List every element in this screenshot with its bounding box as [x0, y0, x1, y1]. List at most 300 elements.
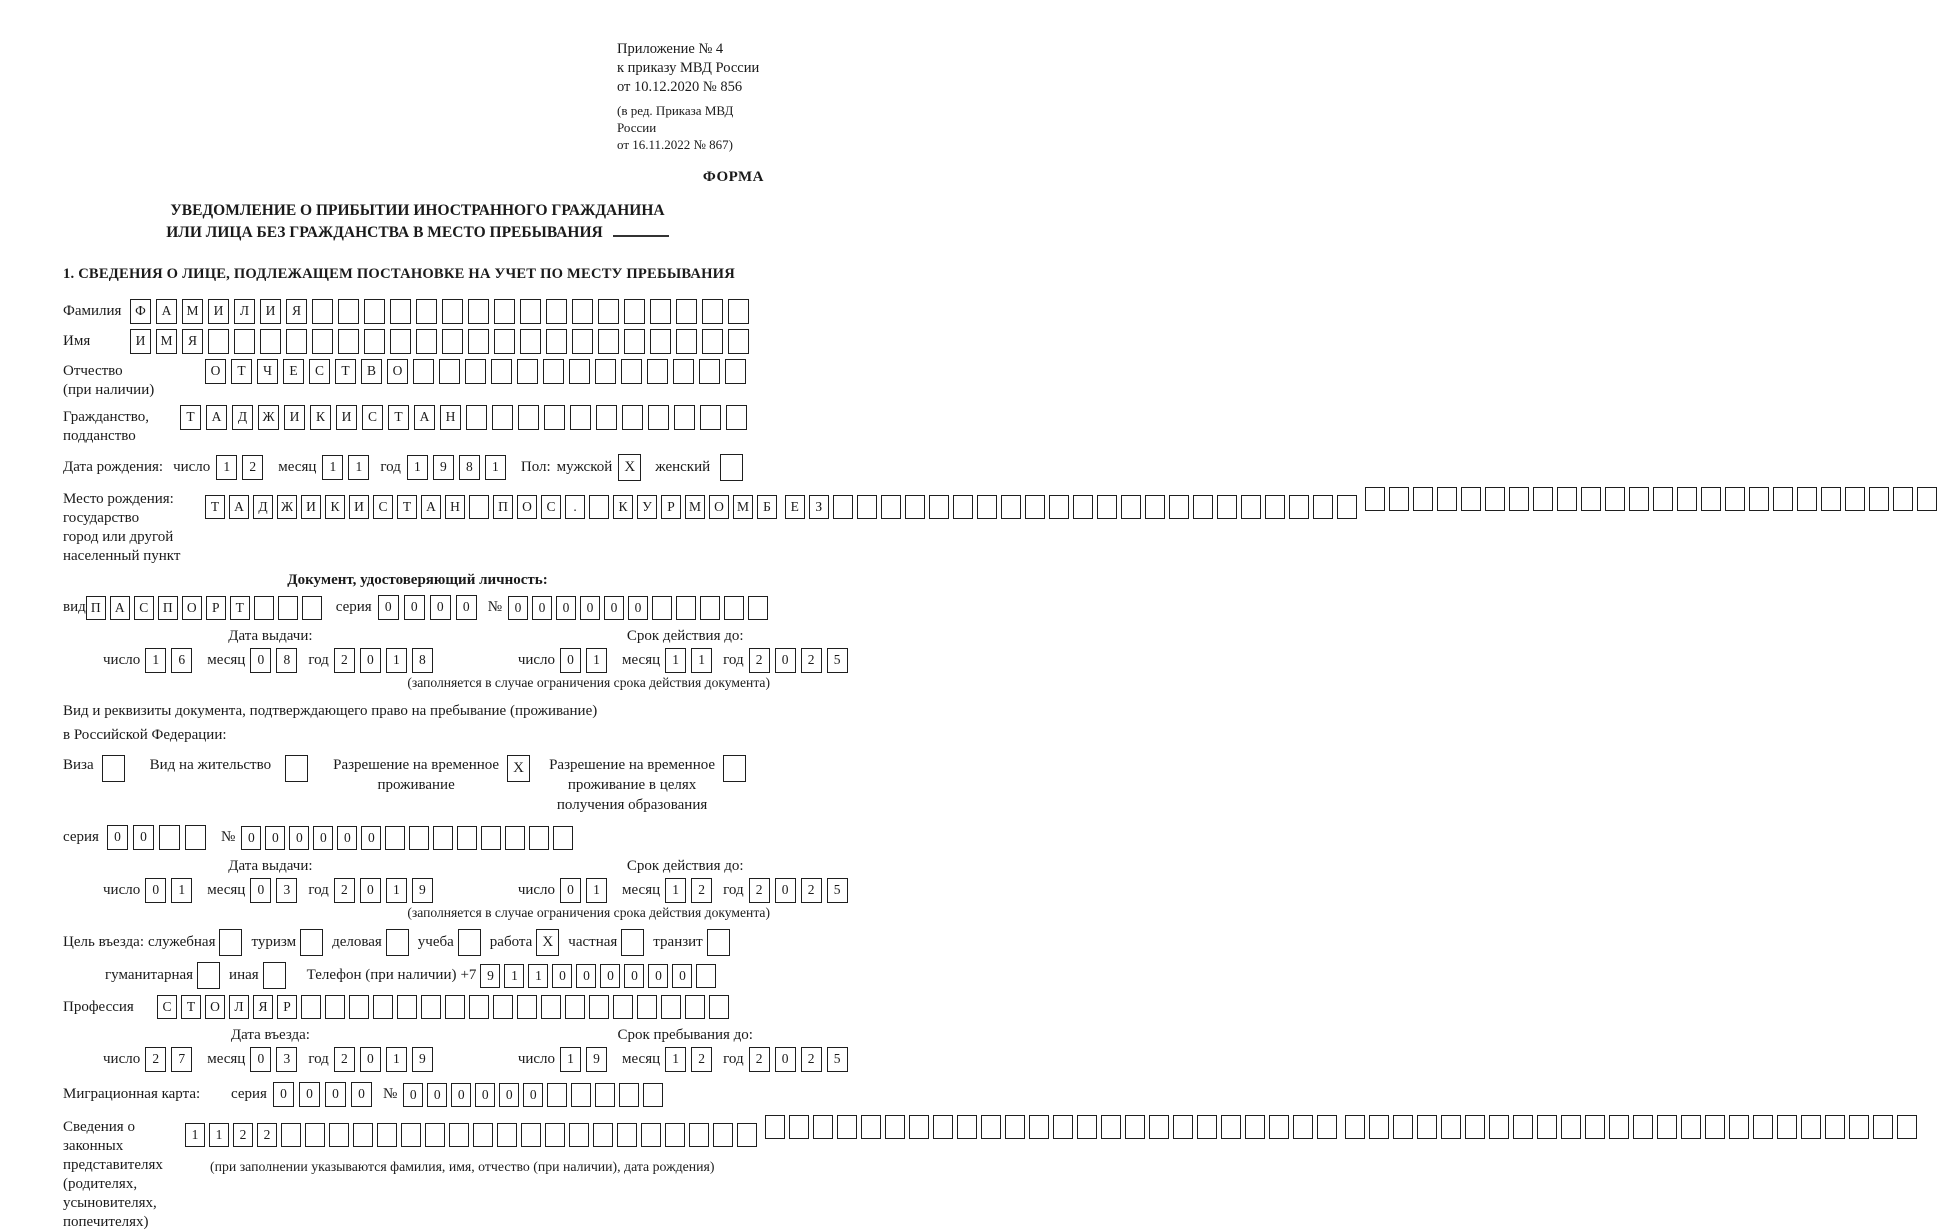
char-box[interactable]: 1: [322, 455, 343, 480]
char-box[interactable]: 2: [257, 1123, 277, 1147]
char-box[interactable]: [286, 329, 307, 354]
char-box[interactable]: 9: [412, 878, 433, 903]
char-box[interactable]: Б: [757, 495, 777, 519]
char-box[interactable]: [1293, 1115, 1313, 1139]
char-box[interactable]: [390, 299, 411, 324]
char-box[interactable]: [547, 1083, 567, 1107]
char-box[interactable]: Е: [785, 495, 805, 519]
char-box[interactable]: [572, 329, 593, 354]
char-box[interactable]: [1825, 1115, 1845, 1139]
char-box[interactable]: 0: [556, 596, 576, 620]
char-box[interactable]: [647, 359, 668, 384]
char-box[interactable]: 0: [775, 1047, 796, 1072]
char-box[interactable]: [466, 405, 487, 430]
char-box[interactable]: К: [325, 495, 345, 519]
char-box[interactable]: [881, 495, 901, 519]
char-box[interactable]: [1585, 1115, 1605, 1139]
char-box[interactable]: [953, 495, 973, 519]
char-box[interactable]: [789, 1115, 809, 1139]
char-box[interactable]: [385, 826, 405, 850]
char-box[interactable]: [1313, 495, 1333, 519]
char-box[interactable]: [885, 1115, 905, 1139]
char-box[interactable]: 2: [691, 878, 712, 903]
char-box[interactable]: [312, 329, 333, 354]
char-box[interactable]: [546, 329, 567, 354]
char-box[interactable]: [281, 1123, 301, 1147]
char-box[interactable]: 5: [827, 1047, 848, 1072]
char-box[interactable]: 1: [209, 1123, 229, 1147]
char-box[interactable]: [1485, 487, 1505, 511]
char-box[interactable]: 1: [665, 648, 686, 673]
char-box[interactable]: Л: [229, 995, 249, 1019]
char-box[interactable]: [977, 495, 997, 519]
char-box[interactable]: [1893, 487, 1913, 511]
char-box[interactable]: С: [373, 495, 393, 519]
char-box[interactable]: [1221, 1115, 1241, 1139]
char-box[interactable]: [541, 995, 561, 1019]
char-box[interactable]: [1465, 1115, 1485, 1139]
char-box[interactable]: 6: [171, 648, 192, 673]
char-box[interactable]: 0: [624, 964, 644, 988]
char-box[interactable]: 0: [360, 878, 381, 903]
char-box[interactable]: [465, 359, 486, 384]
char-box[interactable]: 0: [576, 964, 596, 988]
char-box[interactable]: [421, 995, 441, 1019]
char-box[interactable]: [364, 299, 385, 324]
char-box[interactable]: [302, 596, 322, 620]
char-box[interactable]: [1849, 1115, 1869, 1139]
char-box[interactable]: [469, 495, 489, 519]
char-box[interactable]: [159, 825, 180, 850]
char-box[interactable]: [329, 1123, 349, 1147]
char-box[interactable]: П: [493, 495, 513, 519]
char-box[interactable]: [1513, 1115, 1533, 1139]
char-box[interactable]: [325, 995, 345, 1019]
char-box[interactable]: [617, 1123, 637, 1147]
char-box[interactable]: 9: [433, 455, 454, 480]
char-box[interactable]: [1557, 487, 1577, 511]
char-box[interactable]: [1561, 1115, 1581, 1139]
char-box[interactable]: [726, 405, 747, 430]
char-box[interactable]: 7: [171, 1047, 192, 1072]
char-box[interactable]: К: [310, 405, 331, 430]
purpose-transit-checkbox[interactable]: [707, 929, 730, 956]
char-box[interactable]: [433, 826, 453, 850]
char-box[interactable]: [1245, 1115, 1265, 1139]
char-box[interactable]: 0: [250, 878, 271, 903]
char-box[interactable]: [390, 329, 411, 354]
char-box[interactable]: [1413, 487, 1433, 511]
char-box[interactable]: [445, 995, 465, 1019]
char-box[interactable]: [449, 1123, 469, 1147]
char-box[interactable]: [1773, 487, 1793, 511]
char-box[interactable]: [837, 1115, 857, 1139]
char-box[interactable]: [1777, 1115, 1797, 1139]
char-box[interactable]: 0: [289, 826, 309, 850]
purpose-other-checkbox[interactable]: [263, 962, 286, 989]
char-box[interactable]: [518, 405, 539, 430]
char-box[interactable]: 9: [480, 964, 500, 988]
char-box[interactable]: [619, 1083, 639, 1107]
char-box[interactable]: [1821, 487, 1841, 511]
char-box[interactable]: И: [284, 405, 305, 430]
char-box[interactable]: [397, 995, 417, 1019]
char-box[interactable]: [674, 405, 695, 430]
char-box[interactable]: [1337, 495, 1357, 519]
char-box[interactable]: О: [205, 359, 226, 384]
char-box[interactable]: И: [349, 495, 369, 519]
char-box[interactable]: 1: [386, 878, 407, 903]
char-box[interactable]: [1533, 487, 1553, 511]
char-box[interactable]: [641, 1123, 661, 1147]
char-box[interactable]: 2: [334, 1047, 355, 1072]
char-box[interactable]: [312, 299, 333, 324]
temp-residence-checkbox[interactable]: X: [507, 755, 530, 782]
char-box[interactable]: 0: [250, 1047, 271, 1072]
char-box[interactable]: [517, 995, 537, 1019]
char-box[interactable]: М: [733, 495, 753, 519]
char-box[interactable]: [624, 329, 645, 354]
char-box[interactable]: [1029, 1115, 1049, 1139]
char-box[interactable]: [728, 299, 749, 324]
char-box[interactable]: [468, 329, 489, 354]
char-box[interactable]: Ч: [257, 359, 278, 384]
char-box[interactable]: [724, 596, 744, 620]
char-box[interactable]: [1753, 1115, 1773, 1139]
char-box[interactable]: 0: [360, 1047, 381, 1072]
char-box[interactable]: [1369, 1115, 1389, 1139]
char-box[interactable]: Т: [205, 495, 225, 519]
purpose-tourism-checkbox[interactable]: [300, 929, 323, 956]
char-box[interactable]: [650, 299, 671, 324]
char-box[interactable]: 1: [185, 1123, 205, 1147]
char-box[interactable]: 2: [801, 648, 822, 673]
char-box[interactable]: [1705, 1115, 1725, 1139]
char-box[interactable]: [1629, 487, 1649, 511]
char-box[interactable]: [1653, 487, 1673, 511]
char-box[interactable]: [676, 596, 696, 620]
char-box[interactable]: [481, 826, 501, 850]
char-box[interactable]: [260, 329, 281, 354]
char-box[interactable]: [709, 995, 729, 1019]
char-box[interactable]: 0: [337, 826, 357, 850]
char-box[interactable]: [1145, 495, 1165, 519]
char-box[interactable]: [1005, 1115, 1025, 1139]
char-box[interactable]: 1: [407, 455, 428, 480]
char-box[interactable]: 1: [560, 1047, 581, 1072]
char-box[interactable]: [676, 299, 697, 324]
char-box[interactable]: [468, 299, 489, 324]
char-box[interactable]: [589, 995, 609, 1019]
char-box[interactable]: 0: [451, 1083, 471, 1107]
char-box[interactable]: С: [541, 495, 561, 519]
char-box[interactable]: [544, 405, 565, 430]
char-box[interactable]: [748, 596, 768, 620]
char-box[interactable]: [624, 299, 645, 324]
char-box[interactable]: [364, 329, 385, 354]
char-box[interactable]: С: [157, 995, 177, 1019]
char-box[interactable]: С: [134, 596, 154, 620]
char-box[interactable]: [546, 299, 567, 324]
char-box[interactable]: [696, 964, 716, 988]
char-box[interactable]: 0: [325, 1082, 346, 1107]
char-box[interactable]: 1: [386, 648, 407, 673]
char-box[interactable]: 0: [628, 596, 648, 620]
char-box[interactable]: 0: [499, 1083, 519, 1107]
char-box[interactable]: 2: [242, 455, 263, 480]
char-box[interactable]: [497, 1123, 517, 1147]
char-box[interactable]: 9: [412, 1047, 433, 1072]
char-box[interactable]: [473, 1123, 493, 1147]
char-box[interactable]: [598, 299, 619, 324]
char-box[interactable]: У: [637, 495, 657, 519]
char-box[interactable]: 1: [485, 455, 506, 480]
char-box[interactable]: [1873, 1115, 1893, 1139]
char-box[interactable]: [665, 1123, 685, 1147]
char-box[interactable]: [409, 826, 429, 850]
char-box[interactable]: А: [414, 405, 435, 430]
char-box[interactable]: [699, 359, 720, 384]
char-box[interactable]: 0: [604, 596, 624, 620]
char-box[interactable]: 5: [827, 648, 848, 673]
char-box[interactable]: С: [362, 405, 383, 430]
char-box[interactable]: [1729, 1115, 1749, 1139]
char-box[interactable]: Т: [231, 359, 252, 384]
char-box[interactable]: [1461, 487, 1481, 511]
char-box[interactable]: 8: [276, 648, 297, 673]
char-box[interactable]: [442, 299, 463, 324]
char-box[interactable]: [857, 495, 877, 519]
char-box[interactable]: Т: [335, 359, 356, 384]
char-box[interactable]: 2: [334, 648, 355, 673]
char-box[interactable]: [1289, 495, 1309, 519]
char-box[interactable]: [765, 1115, 785, 1139]
char-box[interactable]: [521, 1123, 541, 1147]
char-box[interactable]: 0: [241, 826, 261, 850]
char-box[interactable]: [1073, 495, 1093, 519]
char-box[interactable]: [621, 359, 642, 384]
char-box[interactable]: [1053, 1115, 1073, 1139]
char-box[interactable]: 0: [430, 595, 451, 620]
char-box[interactable]: [1077, 1115, 1097, 1139]
char-box[interactable]: 2: [749, 1047, 770, 1072]
char-box[interactable]: Р: [277, 995, 297, 1019]
char-box[interactable]: [1193, 495, 1213, 519]
char-box[interactable]: П: [158, 596, 178, 620]
char-box[interactable]: Н: [445, 495, 465, 519]
char-box[interactable]: 8: [412, 648, 433, 673]
char-box[interactable]: [685, 995, 705, 1019]
char-box[interactable]: [1265, 495, 1285, 519]
char-box[interactable]: [353, 1123, 373, 1147]
char-box[interactable]: 2: [334, 878, 355, 903]
char-box[interactable]: [529, 826, 549, 850]
char-box[interactable]: [1537, 1115, 1557, 1139]
char-box[interactable]: [1437, 487, 1457, 511]
char-box[interactable]: 0: [600, 964, 620, 988]
char-box[interactable]: [494, 329, 515, 354]
char-box[interactable]: [1149, 1115, 1169, 1139]
char-box[interactable]: 1: [145, 648, 166, 673]
char-box[interactable]: 0: [145, 878, 166, 903]
char-box[interactable]: [929, 495, 949, 519]
char-box[interactable]: 2: [233, 1123, 253, 1147]
char-box[interactable]: [569, 1123, 589, 1147]
char-box[interactable]: 1: [504, 964, 524, 988]
char-box[interactable]: [208, 329, 229, 354]
char-box[interactable]: [349, 995, 369, 1019]
char-box[interactable]: [700, 596, 720, 620]
char-box[interactable]: 0: [475, 1083, 495, 1107]
char-box[interactable]: [1269, 1115, 1289, 1139]
char-box[interactable]: 0: [273, 1082, 294, 1107]
char-box[interactable]: 1: [171, 878, 192, 903]
char-box[interactable]: 2: [801, 1047, 822, 1072]
char-box[interactable]: [637, 995, 657, 1019]
char-box[interactable]: 0: [378, 595, 399, 620]
char-box[interactable]: [981, 1115, 1001, 1139]
char-box[interactable]: [570, 405, 591, 430]
char-box[interactable]: [725, 359, 746, 384]
char-box[interactable]: [1489, 1115, 1509, 1139]
char-box[interactable]: М: [182, 299, 203, 324]
char-box[interactable]: [373, 995, 393, 1019]
char-box[interactable]: [1393, 1115, 1413, 1139]
purpose-work-checkbox[interactable]: X: [536, 929, 559, 956]
char-box[interactable]: [589, 495, 609, 519]
char-box[interactable]: .: [565, 495, 585, 519]
char-box[interactable]: 1: [665, 878, 686, 903]
char-box[interactable]: [520, 329, 541, 354]
char-box[interactable]: 0: [403, 1083, 423, 1107]
char-box[interactable]: [1025, 495, 1045, 519]
char-box[interactable]: [571, 1083, 591, 1107]
char-box[interactable]: [1101, 1115, 1121, 1139]
char-box[interactable]: 0: [672, 964, 692, 988]
char-box[interactable]: [1001, 495, 1021, 519]
char-box[interactable]: И: [130, 329, 151, 354]
char-box[interactable]: З: [809, 495, 829, 519]
char-box[interactable]: П: [86, 596, 106, 620]
char-box[interactable]: 0: [532, 596, 552, 620]
char-box[interactable]: [909, 1115, 929, 1139]
char-box[interactable]: [1609, 1115, 1629, 1139]
char-box[interactable]: [1097, 495, 1117, 519]
char-box[interactable]: [1173, 1115, 1193, 1139]
char-box[interactable]: Ж: [277, 495, 297, 519]
char-box[interactable]: [439, 359, 460, 384]
char-box[interactable]: 1: [216, 455, 237, 480]
char-box[interactable]: [493, 995, 513, 1019]
char-box[interactable]: Я: [286, 299, 307, 324]
visa-checkbox[interactable]: [102, 755, 125, 782]
char-box[interactable]: Т: [180, 405, 201, 430]
char-box[interactable]: [622, 405, 643, 430]
char-box[interactable]: Т: [388, 405, 409, 430]
char-box[interactable]: 2: [801, 878, 822, 903]
char-box[interactable]: [957, 1115, 977, 1139]
char-box[interactable]: [1657, 1115, 1677, 1139]
char-box[interactable]: 1: [691, 648, 712, 673]
sex-female-checkbox[interactable]: [720, 454, 743, 481]
char-box[interactable]: И: [260, 299, 281, 324]
char-box[interactable]: [1681, 1115, 1701, 1139]
char-box[interactable]: О: [205, 995, 225, 1019]
char-box[interactable]: О: [517, 495, 537, 519]
char-box[interactable]: [673, 359, 694, 384]
char-box[interactable]: 0: [560, 878, 581, 903]
char-box[interactable]: [689, 1123, 709, 1147]
residence-permit-checkbox[interactable]: [285, 755, 308, 782]
purpose-humanitarian-checkbox[interactable]: [197, 962, 220, 989]
char-box[interactable]: 0: [508, 596, 528, 620]
char-box[interactable]: [338, 329, 359, 354]
char-box[interactable]: 1: [386, 1047, 407, 1072]
char-box[interactable]: [565, 995, 585, 1019]
char-box[interactable]: [185, 825, 206, 850]
char-box[interactable]: [1605, 487, 1625, 511]
char-box[interactable]: [469, 995, 489, 1019]
char-box[interactable]: Т: [397, 495, 417, 519]
char-box[interactable]: 0: [351, 1082, 372, 1107]
char-box[interactable]: [1317, 1115, 1337, 1139]
char-box[interactable]: 0: [648, 964, 668, 988]
char-box[interactable]: [861, 1115, 881, 1139]
char-box[interactable]: 9: [586, 1047, 607, 1072]
char-box[interactable]: О: [182, 596, 202, 620]
char-box[interactable]: [254, 596, 274, 620]
char-box[interactable]: [377, 1123, 397, 1147]
char-box[interactable]: 0: [313, 826, 333, 850]
char-box[interactable]: [1509, 487, 1529, 511]
char-box[interactable]: Р: [206, 596, 226, 620]
char-box[interactable]: [1125, 1115, 1145, 1139]
char-box[interactable]: М: [685, 495, 705, 519]
char-box[interactable]: 0: [775, 878, 796, 903]
char-box[interactable]: 0: [360, 648, 381, 673]
char-box[interactable]: [1217, 495, 1237, 519]
char-box[interactable]: 0: [523, 1083, 543, 1107]
char-box[interactable]: [595, 1083, 615, 1107]
char-box[interactable]: [234, 329, 255, 354]
char-box[interactable]: [648, 405, 669, 430]
char-box[interactable]: 0: [265, 826, 285, 850]
char-box[interactable]: И: [208, 299, 229, 324]
char-box[interactable]: Я: [253, 995, 273, 1019]
char-box[interactable]: 0: [560, 648, 581, 673]
char-box[interactable]: Е: [283, 359, 304, 384]
char-box[interactable]: [1169, 495, 1189, 519]
temp-residence-education-checkbox[interactable]: [723, 755, 746, 782]
char-box[interactable]: М: [156, 329, 177, 354]
char-box[interactable]: [572, 299, 593, 324]
purpose-official-checkbox[interactable]: [219, 929, 242, 956]
char-box[interactable]: [1845, 487, 1865, 511]
char-box[interactable]: Ф: [130, 299, 151, 324]
char-box[interactable]: [416, 329, 437, 354]
char-box[interactable]: [278, 596, 298, 620]
char-box[interactable]: [833, 495, 853, 519]
char-box[interactable]: [652, 596, 672, 620]
char-box[interactable]: [1389, 487, 1409, 511]
char-box[interactable]: 2: [749, 878, 770, 903]
char-box[interactable]: 0: [456, 595, 477, 620]
char-box[interactable]: И: [301, 495, 321, 519]
char-box[interactable]: О: [709, 495, 729, 519]
char-box[interactable]: [737, 1123, 757, 1147]
char-box[interactable]: Т: [181, 995, 201, 1019]
char-box[interactable]: [494, 299, 515, 324]
